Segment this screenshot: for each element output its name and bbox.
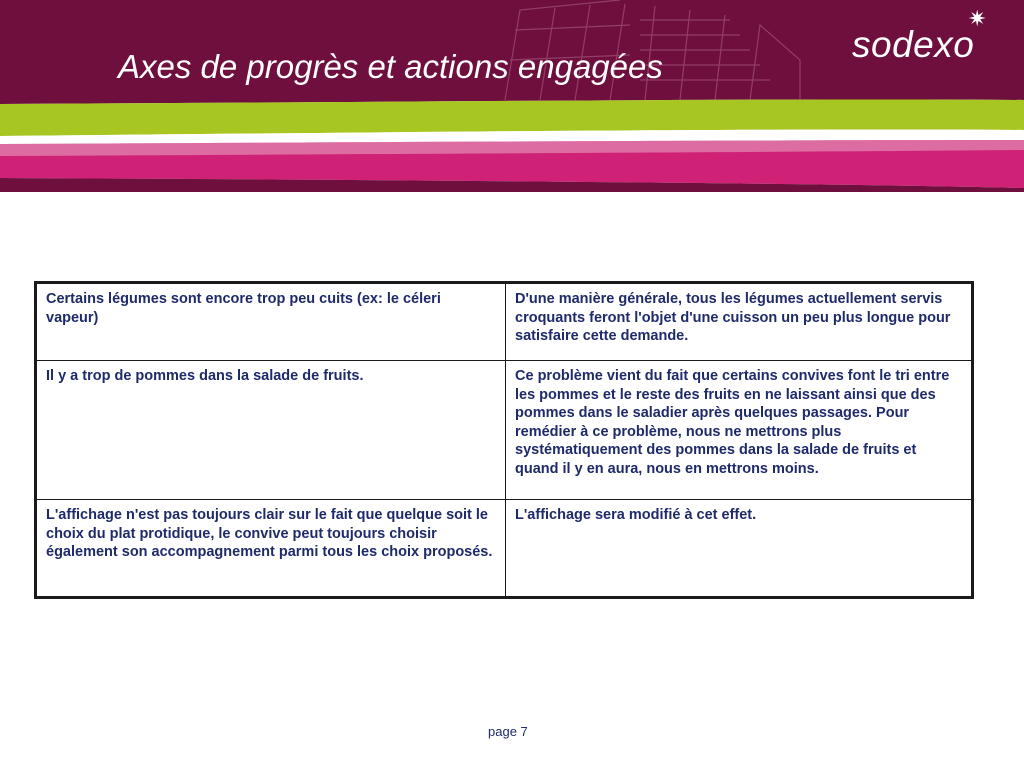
action-cell: Ce problème vient du fait que certains convives font le tri entre les pommes et le reste des fruits en ne laissant ainsi que des pommes dans le saladier après quelques passages. Pour remédier à ce problème, nous ne mettrons plus systématiquement des pommes dans la salade de fruits et quand il y en aura, nous en mettrons moins. — [506, 361, 973, 500]
star-icon: ✷ — [968, 6, 987, 31]
page-number: page 7 — [488, 724, 528, 739]
issue-cell: Certains légumes sont encore trop peu cuits (ex: le céleri vapeur) — [36, 283, 506, 361]
table-row — [36, 361, 973, 500]
table-row — [36, 500, 973, 598]
actions-table — [34, 281, 974, 599]
table-row — [36, 283, 973, 361]
slide-title: Axes de progrès et actions engagées — [118, 48, 663, 85]
logo-text: sodexo — [852, 24, 975, 65]
issue-cell: Il y a trop de pommes dans la salade de fruits. — [36, 361, 506, 500]
sodexo-logo — [852, 6, 1002, 66]
header-banner — [0, 0, 1024, 192]
actions-table-container — [34, 281, 974, 599]
action-cell: D'une manière générale, tous les légumes actuellement servis croquants feront l'objet d'une cuisson un peu plus longue pour satisfaire cette demande. — [506, 283, 973, 361]
action-cell: L'affichage sera modifié à cet effet. — [506, 500, 973, 598]
issue-cell: L'affichage n'est pas toujours clair sur le fait que quelque soit le choix du plat protidique, le convive peut toujours choisir également son accompagnement parmi tous les choix proposés. — [36, 500, 506, 598]
